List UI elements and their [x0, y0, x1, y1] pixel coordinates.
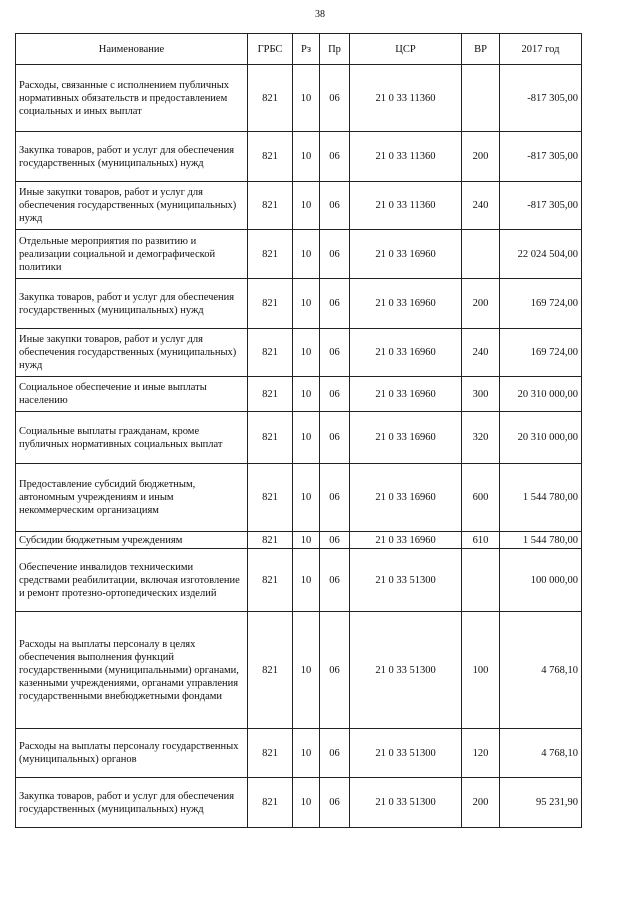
row-rz: 10: [293, 412, 320, 464]
row-rz: 10: [293, 329, 320, 377]
row-name: Субсидии бюджетным учреждениям: [16, 532, 248, 549]
table-row: [16, 377, 582, 412]
table-row: [16, 549, 582, 612]
row-csr: 21 0 33 11360: [350, 65, 462, 132]
table-row: [16, 532, 582, 549]
row-vr: 610: [462, 532, 500, 549]
table-row: [16, 182, 582, 230]
row-grbs: 821: [248, 329, 293, 377]
row-pr: 06: [320, 549, 350, 612]
header-csr: ЦСР: [350, 34, 462, 65]
row-name: Предоставление субсидий бюджетным, автономным учреждениям и иным некоммерческим организациям: [16, 464, 248, 532]
page-number: 38: [315, 9, 325, 20]
row-vr: [462, 65, 500, 132]
row-name: Иные закупки товаров, работ и услуг для обеспечения государственных (муниципальных) нужд: [16, 182, 248, 230]
row-csr: 21 0 33 51300: [350, 549, 462, 612]
row-amount: -817 305,00: [500, 132, 582, 182]
header-vr: ВР: [462, 34, 500, 65]
row-vr: 240: [462, 182, 500, 230]
header-row: [16, 34, 582, 65]
row-pr: 06: [320, 412, 350, 464]
row-pr: 06: [320, 279, 350, 329]
header-name: Наименование: [16, 34, 248, 65]
row-pr: 06: [320, 132, 350, 182]
row-rz: 10: [293, 778, 320, 828]
row-vr: 200: [462, 279, 500, 329]
row-csr: 21 0 33 16960: [350, 329, 462, 377]
row-rz: 10: [293, 464, 320, 532]
row-name: Расходы, связанные с исполнением публичных нормативных обязательств и предоставлением социальных и иных выплат: [16, 65, 248, 132]
row-grbs: 821: [248, 778, 293, 828]
row-csr: 21 0 33 16960: [350, 377, 462, 412]
row-csr: 21 0 33 11360: [350, 182, 462, 230]
row-name: Закупка товаров, работ и услуг для обеспечения государственных (муниципальных) нужд: [16, 132, 248, 182]
row-vr: 300: [462, 377, 500, 412]
table-row: [16, 279, 582, 329]
row-pr: 06: [320, 612, 350, 729]
row-rz: 10: [293, 532, 320, 549]
row-pr: 06: [320, 377, 350, 412]
row-csr: 21 0 33 11360: [350, 132, 462, 182]
row-csr: 21 0 33 51300: [350, 729, 462, 778]
row-vr: 120: [462, 729, 500, 778]
table-row: [16, 612, 582, 729]
row-grbs: 821: [248, 182, 293, 230]
row-pr: 06: [320, 182, 350, 230]
row-amount: 95 231,90: [500, 778, 582, 828]
row-rz: 10: [293, 182, 320, 230]
table-row: [16, 412, 582, 464]
row-pr: 06: [320, 464, 350, 532]
row-csr: 21 0 33 51300: [350, 778, 462, 828]
row-amount: 22 024 504,00: [500, 230, 582, 279]
row-amount: 1 544 780,00: [500, 532, 582, 549]
row-rz: 10: [293, 377, 320, 412]
row-name: Социальные выплаты гражданам, кроме публичных нормативных социальных выплат: [16, 412, 248, 464]
row-csr: 21 0 33 16960: [350, 279, 462, 329]
row-grbs: 821: [248, 65, 293, 132]
row-csr: 21 0 33 16960: [350, 230, 462, 279]
row-grbs: 821: [248, 377, 293, 412]
table-row: [16, 132, 582, 182]
table-row: [16, 65, 582, 132]
row-name: Отдельные мероприятия по развитию и реализации социальной и демографической политики: [16, 230, 248, 279]
row-name: Расходы на выплаты персоналу в целях обеспечения выполнения функций государственными (муниципальными) органами, казенными учреждениями, органами управления государственными внебюджетными фондами: [16, 612, 248, 729]
row-rz: 10: [293, 729, 320, 778]
table-row: [16, 778, 582, 828]
row-name: Закупка товаров, работ и услуг для обеспечения государственных (муниципальных) нужд: [16, 279, 248, 329]
row-grbs: 821: [248, 549, 293, 612]
budget-table: [15, 33, 582, 828]
row-pr: 06: [320, 729, 350, 778]
table-row: [16, 729, 582, 778]
header-year: 2017 год: [500, 34, 582, 65]
row-grbs: 821: [248, 279, 293, 329]
row-pr: 06: [320, 230, 350, 279]
row-pr: 06: [320, 532, 350, 549]
row-csr: 21 0 33 16960: [350, 532, 462, 549]
row-amount: -817 305,00: [500, 182, 582, 230]
row-vr: 600: [462, 464, 500, 532]
row-grbs: 821: [248, 612, 293, 729]
row-pr: 06: [320, 65, 350, 132]
row-grbs: 821: [248, 412, 293, 464]
row-name: Расходы на выплаты персоналу государственных (муниципальных) органов: [16, 729, 248, 778]
row-vr: 320: [462, 412, 500, 464]
row-amount: 100 000,00: [500, 549, 582, 612]
row-csr: 21 0 33 16960: [350, 412, 462, 464]
row-vr: [462, 549, 500, 612]
row-name: Социальное обеспечение и иные выплаты населению: [16, 377, 248, 412]
row-amount: 4 768,10: [500, 729, 582, 778]
table-row: [16, 464, 582, 532]
row-vr: 100: [462, 612, 500, 729]
row-amount: 20 310 000,00: [500, 412, 582, 464]
row-pr: 06: [320, 778, 350, 828]
row-grbs: 821: [248, 230, 293, 279]
row-grbs: 821: [248, 464, 293, 532]
row-vr: 240: [462, 329, 500, 377]
row-rz: 10: [293, 612, 320, 729]
header-rz: Рз: [293, 34, 320, 65]
row-grbs: 821: [248, 729, 293, 778]
row-amount: 169 724,00: [500, 329, 582, 377]
table-row: [16, 329, 582, 377]
row-amount: 1 544 780,00: [500, 464, 582, 532]
row-name: Обеспечение инвалидов техническими средствами реабилитации, включая изготовление и ремонт протезно-ортопедических изделий: [16, 549, 248, 612]
table-row: [16, 230, 582, 279]
row-name: Закупка товаров, работ и услуг для обеспечения государственных (муниципальных) нужд: [16, 778, 248, 828]
row-rz: 10: [293, 132, 320, 182]
row-pr: 06: [320, 329, 350, 377]
row-rz: 10: [293, 279, 320, 329]
row-grbs: 821: [248, 132, 293, 182]
row-rz: 10: [293, 230, 320, 279]
row-csr: 21 0 33 51300: [350, 612, 462, 729]
row-grbs: 821: [248, 532, 293, 549]
row-rz: 10: [293, 65, 320, 132]
row-amount: 169 724,00: [500, 279, 582, 329]
header-grbs: ГРБС: [248, 34, 293, 65]
row-name: Иные закупки товаров, работ и услуг для обеспечения государственных (муниципальных) нужд: [16, 329, 248, 377]
row-rz: 10: [293, 549, 320, 612]
header-pr: Пр: [320, 34, 350, 65]
row-csr: 21 0 33 16960: [350, 464, 462, 532]
row-amount: 20 310 000,00: [500, 377, 582, 412]
row-vr: 200: [462, 778, 500, 828]
row-amount: 4 768,10: [500, 612, 582, 729]
row-amount: -817 305,00: [500, 65, 582, 132]
row-vr: 200: [462, 132, 500, 182]
row-vr: [462, 230, 500, 279]
